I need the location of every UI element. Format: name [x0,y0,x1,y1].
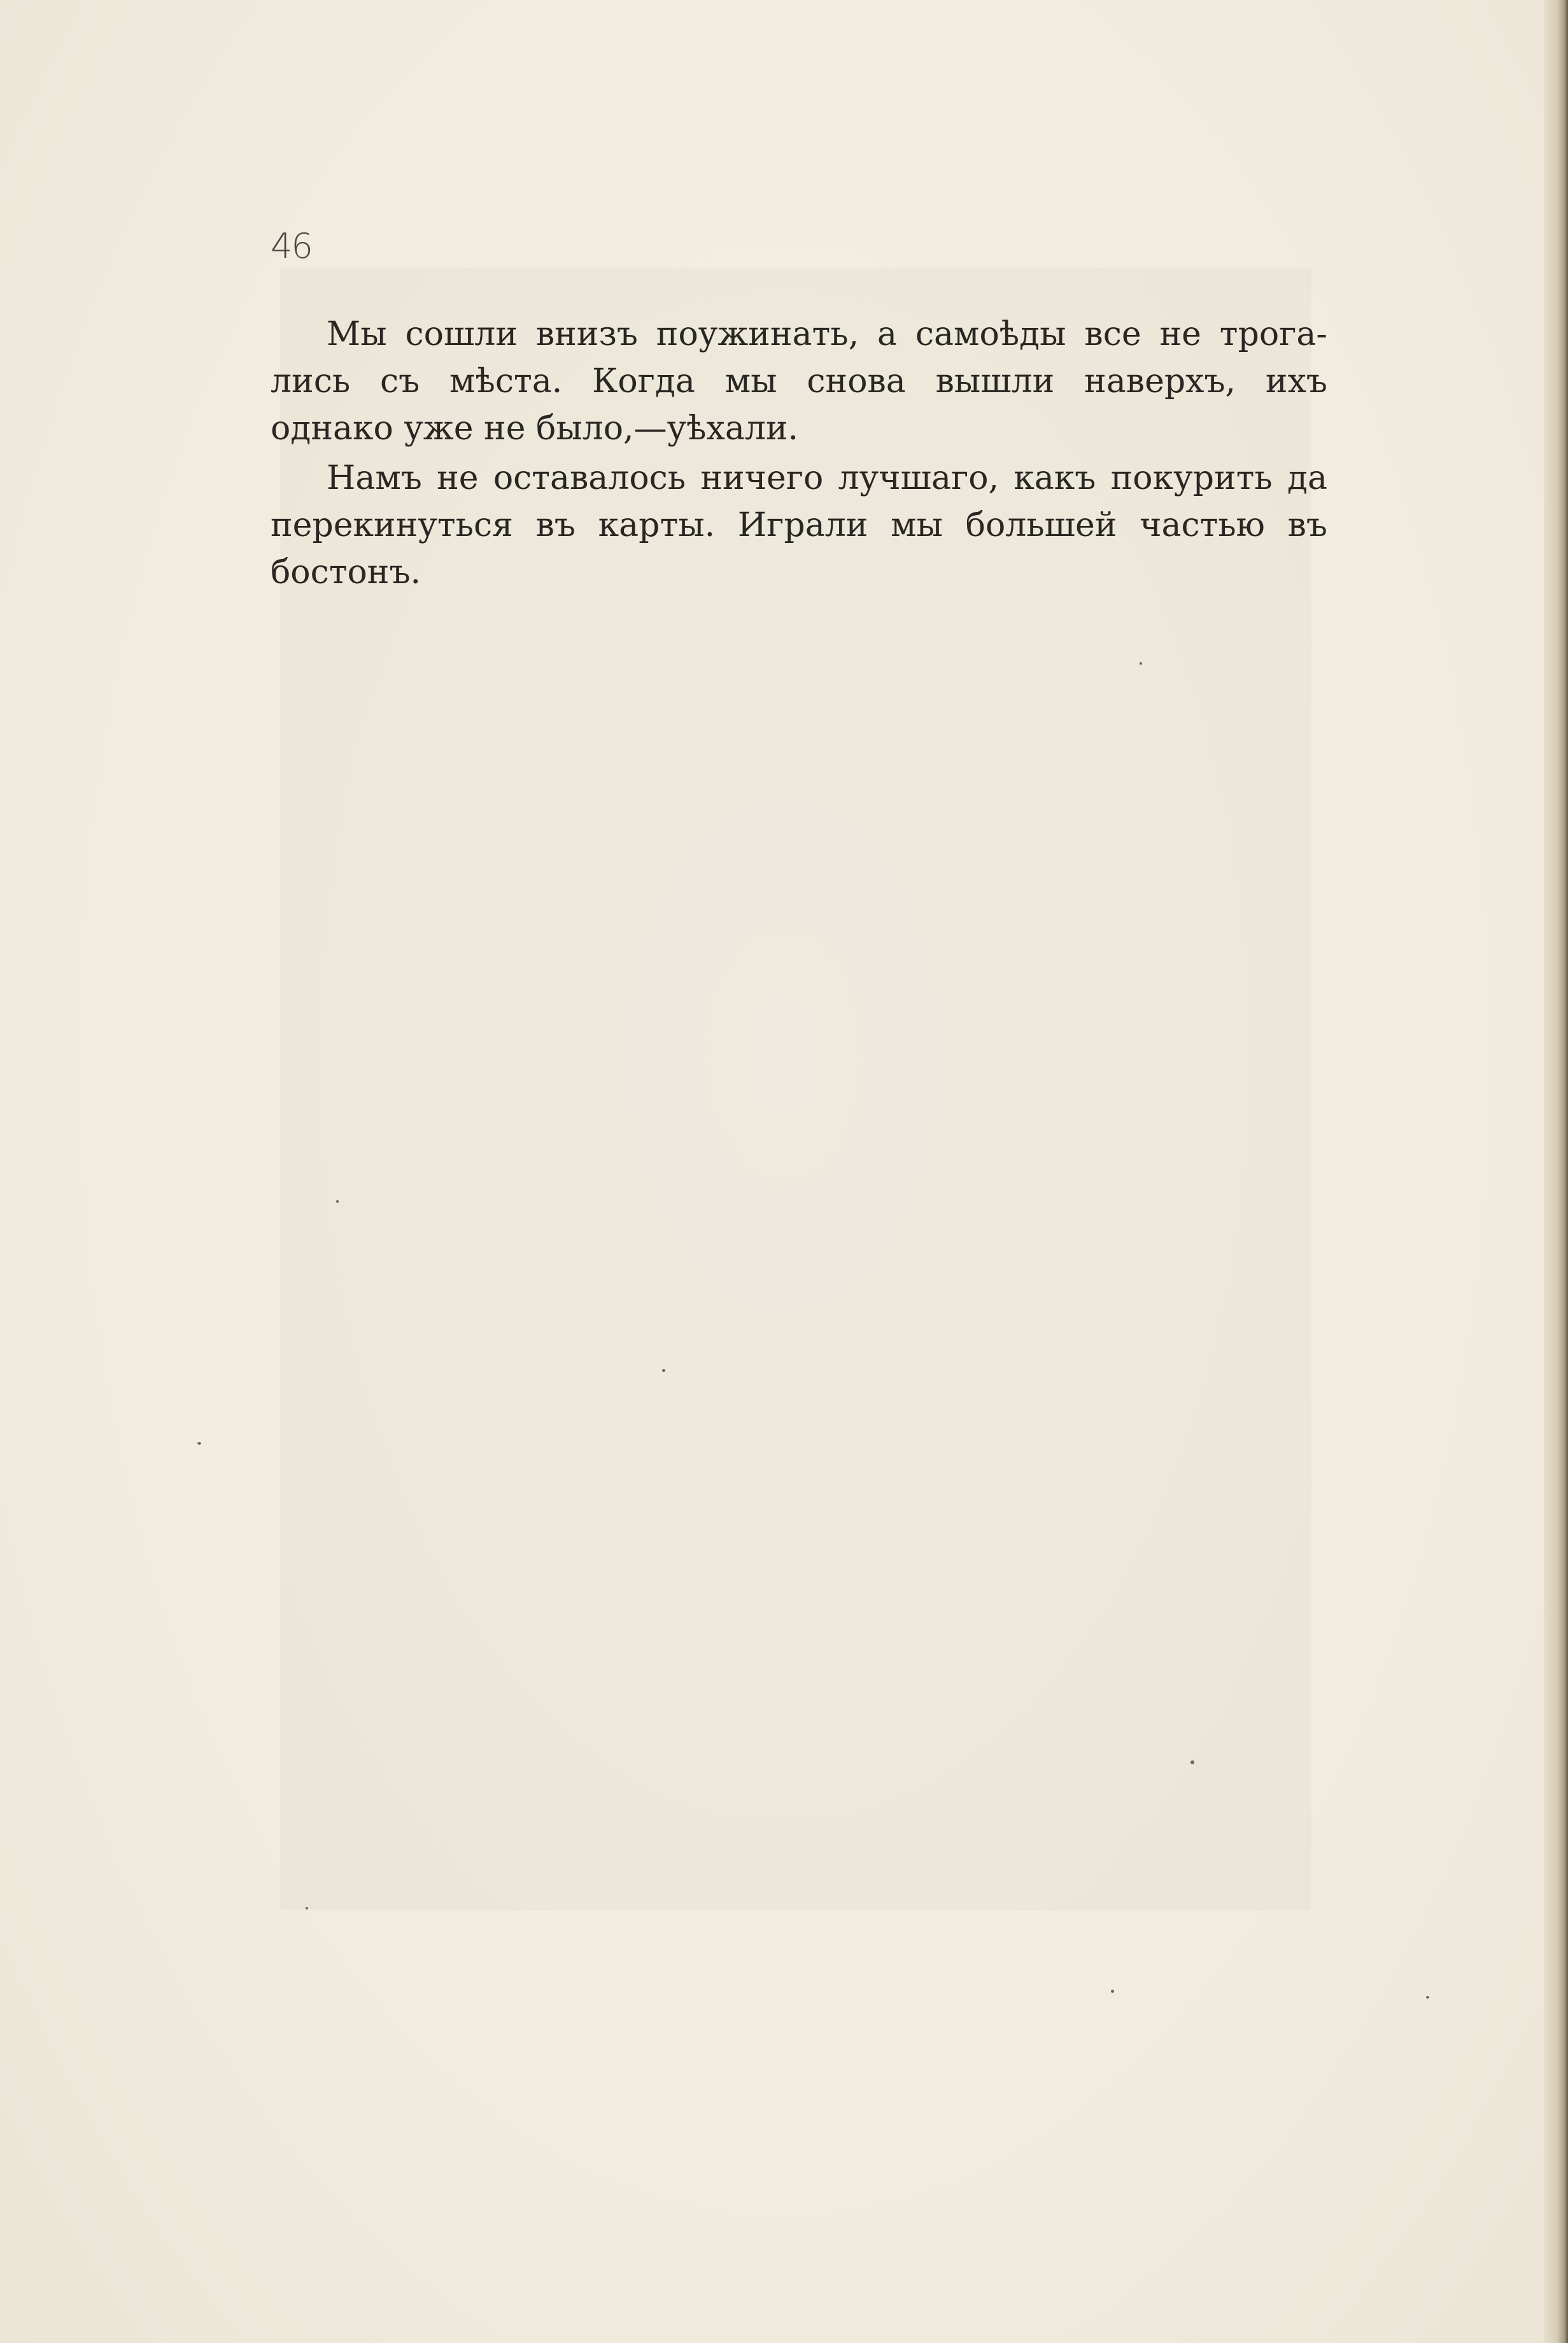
page-number: 46 [271,226,312,266]
paper-speck [1190,1760,1194,1764]
text-line: Мы сошли внизъ поужинать, а самоѣды все не трога- [327,315,1327,353]
text-line: однако уже не было,—уѣхали. [271,409,799,448]
body-text [271,311,1327,598]
paragraph [271,311,1327,452]
text-line: перекинуться въ карты. Играли мы большей частью въ [271,506,1327,544]
paragraph [271,455,1327,596]
text-line: лись съ мѣста. Когда мы снова вышли наверхъ, ихъ [271,362,1327,400]
text-line: бостонъ. [271,553,421,591]
paper-speck [1140,662,1142,665]
paper-speck [197,1442,201,1445]
paper-speck [306,1907,308,1909]
paper-speck [662,1369,665,1372]
paper-speck [1111,1990,1114,1993]
binding-edge [1544,0,1568,2343]
text-line: Намъ не оставалось ничего лучшаго, какъ покурить да [327,459,1327,497]
paper-speck [336,1200,339,1203]
paper-speck [1426,1996,1429,1999]
